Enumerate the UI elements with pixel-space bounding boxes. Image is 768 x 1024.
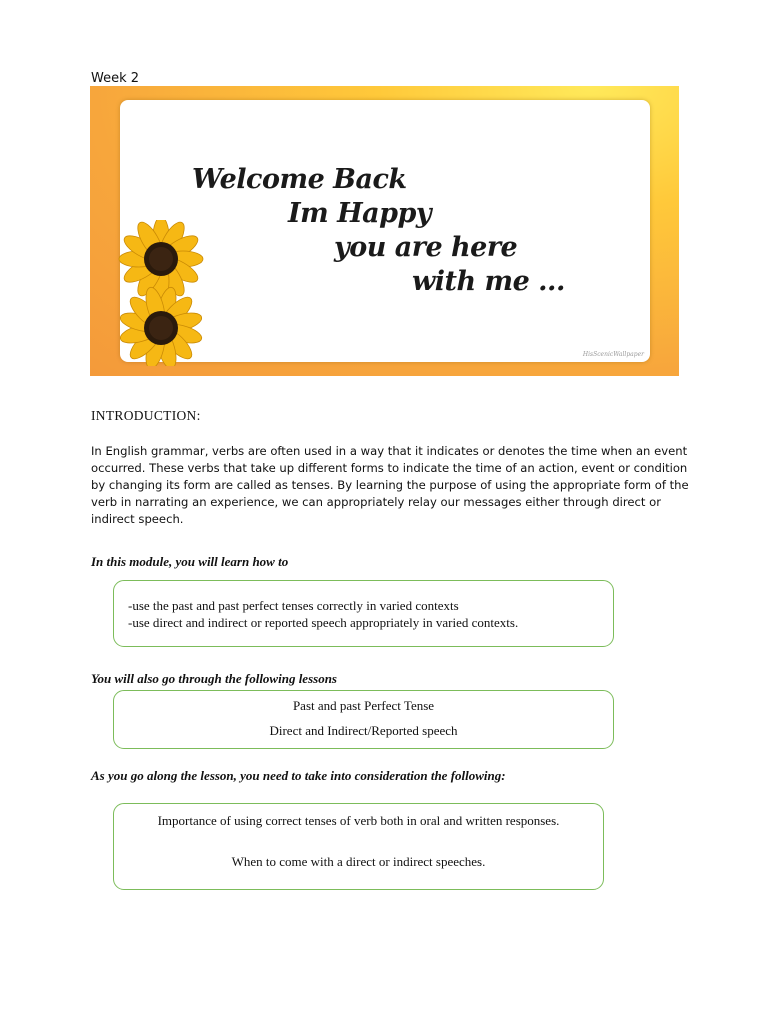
consideration-item: Importance of using correct tenses of verb both in oral and written responses. (157, 813, 560, 828)
considerations-heading: As you go along the lesson, you need to take into consideration the following: (91, 768, 506, 783)
considerations-box (113, 803, 604, 890)
banner-line-1: Welcome Back (192, 164, 407, 195)
objectives-box (113, 580, 614, 647)
objective-item: -use the past and past perfect tenses correctly in varied contexts (128, 598, 459, 613)
consideration-item: When to come with a direct or indirect speeches. (231, 854, 486, 869)
welcome-banner (90, 86, 679, 376)
banner-line-2: Im Happy (288, 198, 432, 229)
introduction-paragraph: In English grammar, verbs are often used in a way that it indicates or denotes the time when an event occurred. These verbs that take up different forms to indicate the time of an action, event or condition by changing its form are called as tenses. By learning the purpose of using the appropriate form of the verb in narrating an experience, we can appropriately relay our messages either through direct or indirect speech. (91, 444, 689, 526)
sunflower-icon (118, 286, 204, 366)
module-objectives-heading: In this module, you will learn how to (91, 554, 289, 569)
lesson-item: Direct and Indirect/Reported speech (269, 723, 458, 738)
banner-signature: HisScenicWallpaper (582, 351, 644, 358)
lessons-heading: You will also go through the following lessons (91, 671, 337, 686)
banner-line-4: with me ... (412, 266, 565, 297)
introduction-heading: INTRODUCTION: (91, 408, 201, 423)
objective-item: -use direct and indirect or reported speech appropriately in varied contexts. (128, 615, 519, 630)
week-label: Week 2 (91, 71, 140, 86)
lesson-item: Past and past Perfect Tense (292, 698, 435, 713)
banner-line-3: you are here (334, 232, 518, 263)
lessons-box (113, 690, 614, 749)
